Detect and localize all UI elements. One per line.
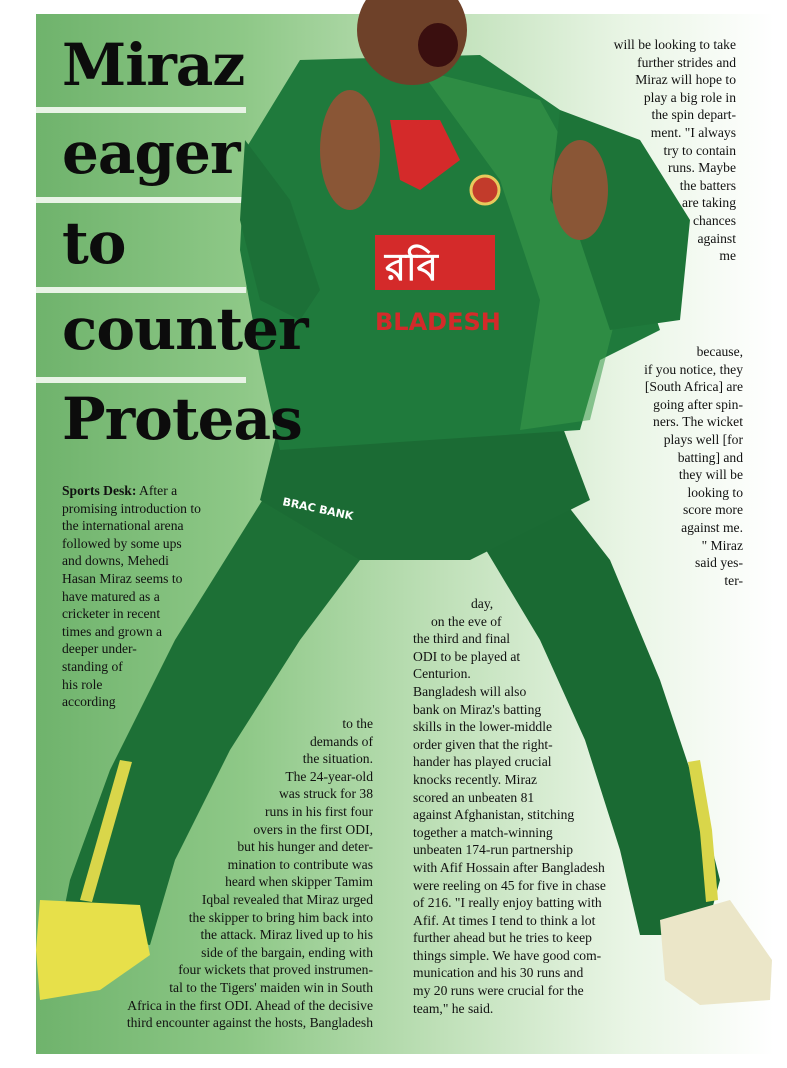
text-line: will be looking to take: [613, 37, 736, 52]
text-line: heard when skipper Tamim: [225, 874, 373, 890]
body-column-bottom-right: [413, 595, 606, 1017]
text-line: ODI to be played at: [413, 648, 521, 664]
text-line: together a match-winning: [413, 824, 553, 840]
text-line: unbeaten 174-run partnership: [413, 842, 574, 858]
text-line: tal to the Tigers' maiden win in South: [169, 979, 373, 995]
text-line: team," he said.: [413, 1000, 494, 1016]
text-line: against: [697, 230, 736, 246]
player-mouth: [418, 23, 458, 67]
text-line: according: [62, 694, 116, 710]
text-line: on the eve of: [431, 613, 502, 629]
text-line: were reeling on 45 for five in chase: [413, 877, 606, 893]
text-line: my 20 runs were crucial for the: [413, 983, 584, 999]
text-line: ment. "I always: [650, 124, 736, 140]
text-line: cricketer in recent: [62, 606, 161, 622]
text-line: plays well [for: [663, 431, 743, 447]
text-line: Bangladesh will also: [413, 683, 527, 699]
text-line: play a big role in: [643, 89, 736, 105]
text-line: runs in his first four: [265, 803, 373, 819]
right-shoe: [660, 900, 772, 1005]
text-line: they will be: [678, 467, 743, 483]
text-line: me: [719, 248, 736, 264]
text-line: scored an unbeaten 81: [413, 789, 535, 805]
text-line: demands of: [309, 733, 373, 749]
headline-line: to: [62, 209, 126, 277]
text-line: [62, 482, 201, 500]
text-line: The 24-year-old: [285, 768, 373, 784]
text-line: are taking: [682, 195, 736, 211]
pants-sponsor: BRAC BANK: [281, 495, 355, 523]
body-column-left: [62, 482, 201, 711]
text-line: overs in the first ODI,: [253, 821, 373, 837]
text-line: things simple. We have good com-: [413, 947, 602, 963]
text-line: against Afghanistan, stitching: [413, 807, 575, 823]
text-line: mination to contribute was: [227, 856, 373, 872]
headline-line: Miraz: [62, 31, 245, 99]
text-line: munication and his 30 runs and: [413, 965, 584, 981]
text-line: skills in the lower-middle: [413, 719, 553, 735]
text-line: hander has played crucial: [413, 754, 552, 770]
text-line: the international arena: [62, 518, 184, 534]
text-line: side of the bargain, ending with: [201, 944, 373, 960]
text-line: his role: [62, 676, 103, 692]
text-line: the third and final: [413, 631, 511, 647]
text-line: Miraz will hope to: [635, 72, 736, 88]
text-line: have matured as a: [62, 588, 160, 604]
text-line: of 216. "I really enjoy batting with: [413, 895, 602, 911]
text-line: chances: [692, 212, 736, 228]
text-line: third encounter against the hosts, Bangladesh: [126, 1015, 373, 1031]
text-line: the spin depart-: [651, 107, 736, 123]
headline-line: counter: [62, 295, 308, 363]
body-column-right-top: [614, 36, 736, 265]
player-right-hand: [552, 140, 608, 240]
text-line: further ahead but he tries to keep: [413, 930, 592, 946]
text-line: promising introduction to: [62, 500, 201, 516]
text-line: deeper under-: [62, 641, 137, 657]
body-column-mid: [127, 715, 373, 1032]
text-line: the attack. Miraz lived up to his: [200, 927, 373, 943]
text-line: and downs, Mehedi: [62, 553, 169, 569]
text-line: further strides and: [637, 54, 736, 70]
text-line: was struck for 38: [278, 786, 373, 802]
text-line: batting] and: [677, 449, 743, 465]
text-line: to the: [342, 716, 373, 731]
headline-line: Proteas: [62, 385, 302, 453]
text-line: " Miraz: [701, 537, 743, 553]
text-line: followed by some ups: [62, 535, 182, 551]
text-line: standing of: [62, 658, 123, 674]
text-line: looking to: [687, 484, 743, 500]
text-line: bank on Miraz's batting: [413, 701, 542, 717]
text-line: Centurion.: [413, 666, 471, 682]
text-line: Iqbal revealed that Miraz urged: [201, 891, 373, 907]
text-line: day,: [471, 596, 494, 611]
player-left-hand: [320, 90, 380, 210]
text-line: order given that the right-: [413, 736, 553, 752]
text-line: score more: [682, 502, 743, 518]
text-line: but his hunger and deter-: [237, 839, 373, 855]
text-line: runs. Maybe: [668, 160, 736, 176]
headline-line: eager: [62, 119, 240, 187]
text-line: said yes-: [695, 555, 743, 571]
jersey-country: BLADESH: [375, 308, 501, 336]
text-line: Afif. At times I tend to think a lot: [413, 912, 596, 928]
text-line: the situation.: [302, 751, 373, 767]
text-line: with Afif Hossain after Bangladesh: [413, 859, 605, 875]
text-line: four wickets that proved instrumen-: [178, 962, 373, 978]
text-line: if you notice, they: [644, 361, 743, 377]
text-line: ners. The wicket: [653, 414, 743, 430]
text-line: because,: [696, 344, 743, 359]
text-line: Africa in the first ODI. Ahead of the decisive: [127, 997, 373, 1013]
text-line: try to contain: [663, 142, 736, 158]
text-line: times and grown a: [62, 623, 163, 639]
text-line: against me.: [681, 519, 743, 535]
kicker: Sports Desk:: [62, 483, 137, 498]
text-line: ter-: [724, 572, 743, 588]
text-line: the batters: [679, 177, 736, 193]
text-line: [South Africa] are: [644, 379, 743, 395]
body-column-right-mid: [644, 343, 743, 589]
text-line: going after spin-: [653, 396, 743, 412]
text-line: the skipper to bring him back into: [188, 909, 373, 925]
jersey-crest-icon: [471, 176, 499, 204]
text-line: knocks recently. Miraz: [413, 771, 538, 787]
jersey-sponsor: রবি: [385, 245, 438, 289]
text-line: After a: [136, 483, 178, 498]
text-line: Hasan Miraz seems to: [62, 570, 183, 586]
